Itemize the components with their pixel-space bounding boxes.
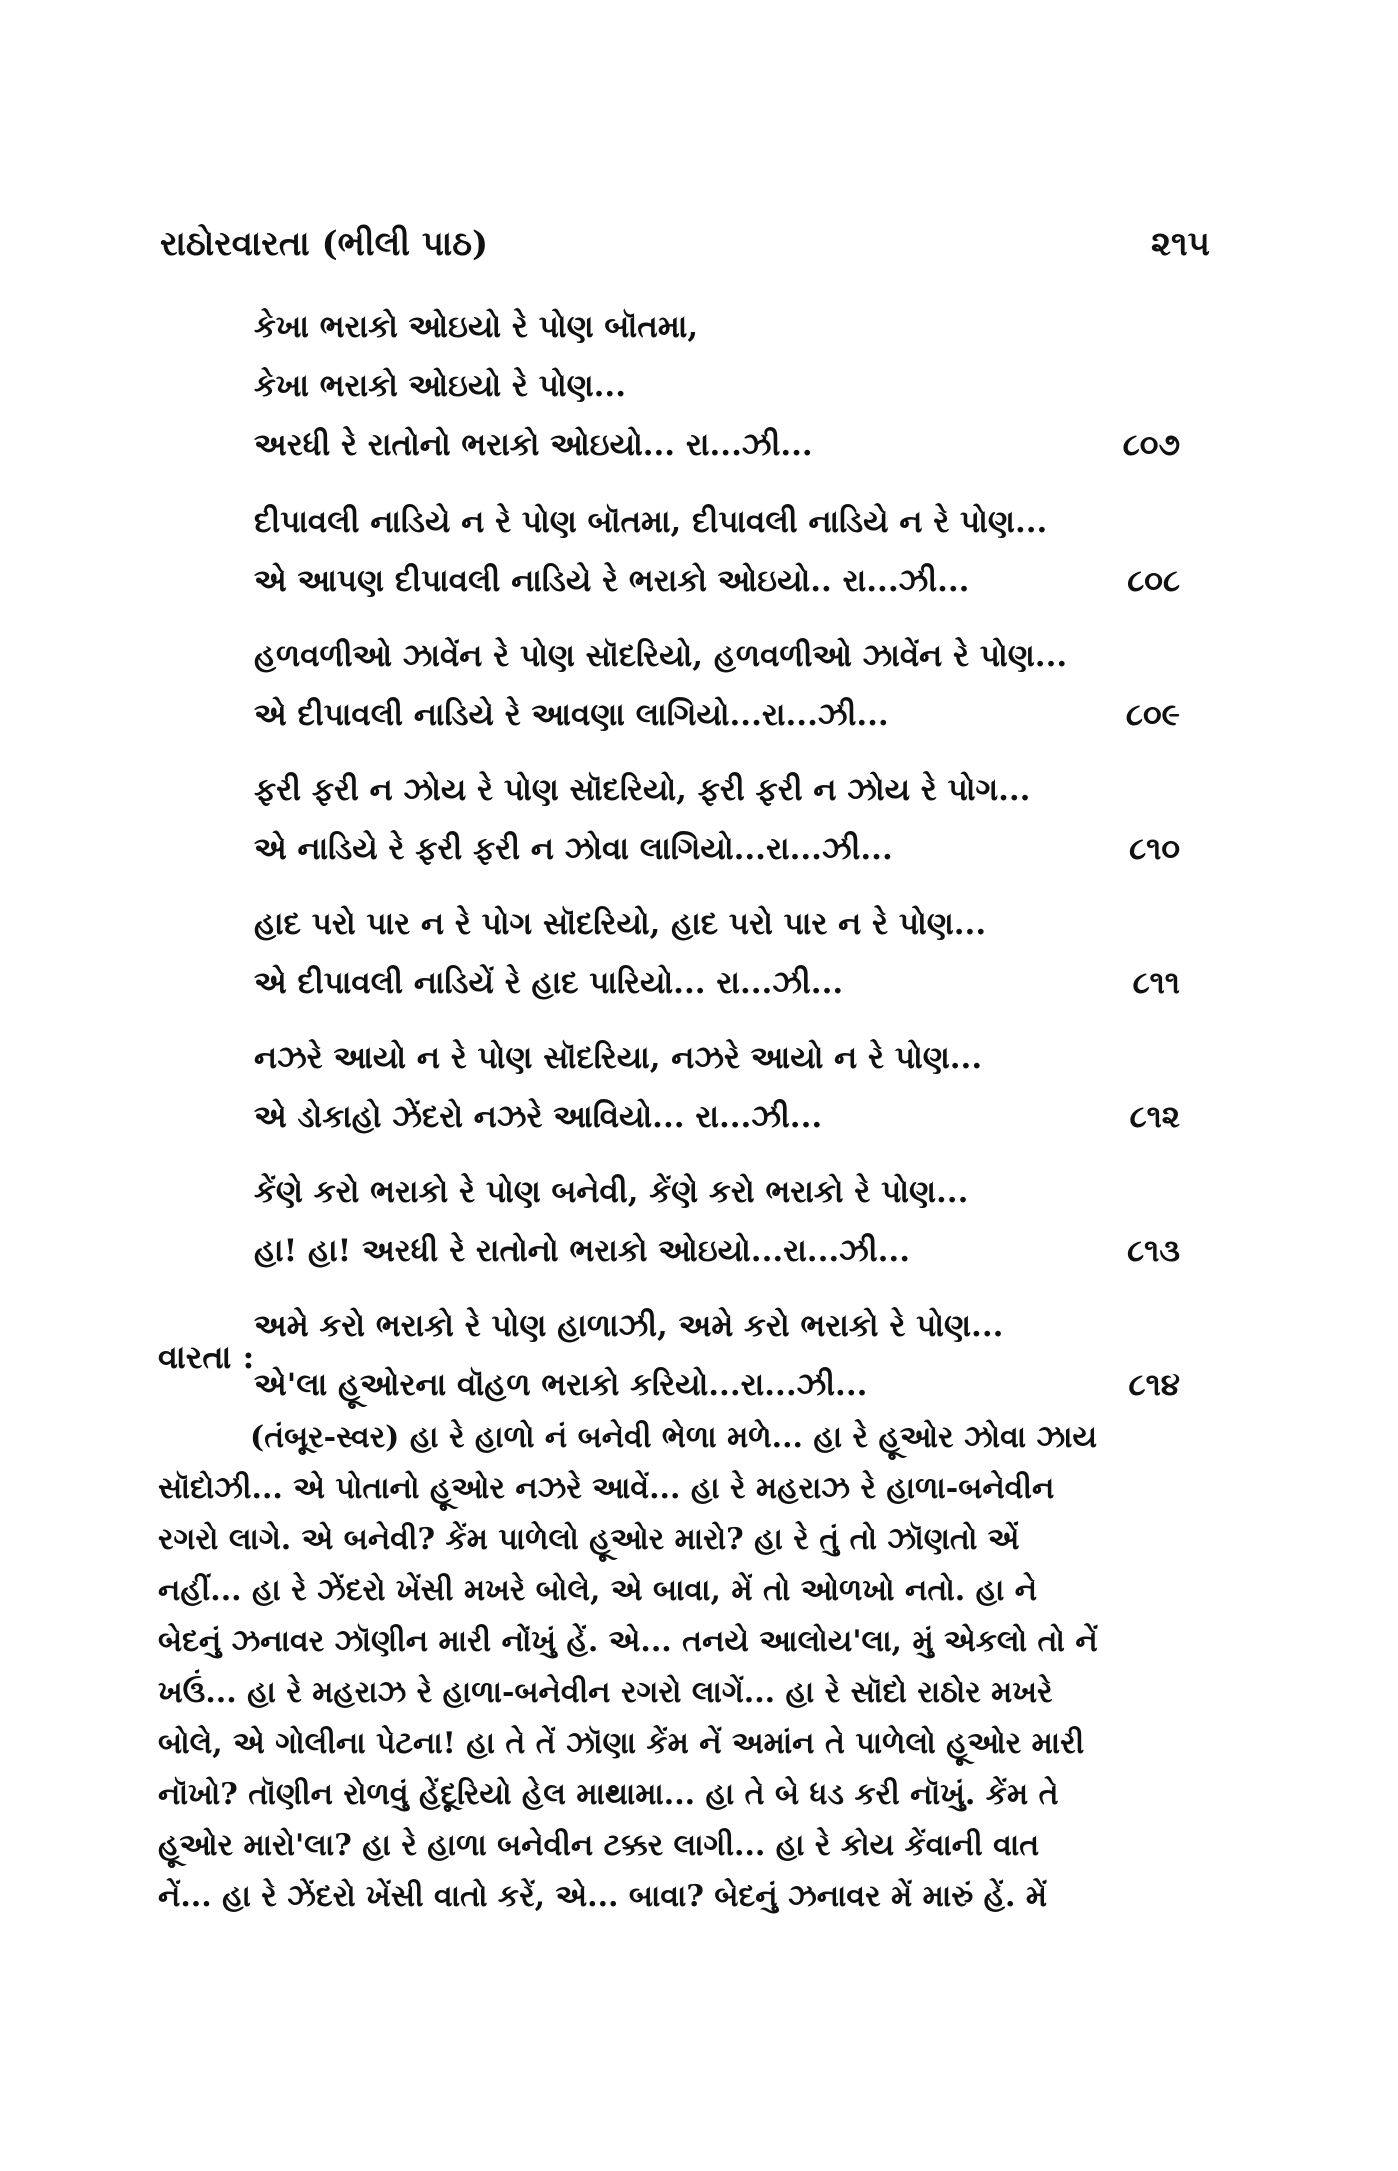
running-title: રાઠોરવારતા (ભીલી પાઠ): [160, 224, 489, 264]
verse-stanza: [254, 895, 1194, 1013]
prose-line: (તંબૂર-સ્વર) હા રે હાળો નં બનેવી ભેળા મળે... હા રે હૂઓર ઝોવા ઝાય: [250, 1420, 1098, 1455]
verse-line: [254, 552, 1194, 611]
verse-line: [254, 820, 1194, 879]
prose-line: ખઉં... હા રે મહરાઝ રે હાળા-બનેવીન રગરો લાગેં... હા રે સૉદો રાઠોર મખરે: [158, 1675, 1053, 1710]
verse-stanza: [254, 761, 1194, 879]
prose-line: નેં... હા રે ઝેંદરો ખેંસી વાતો કરેં, એ... બાવા? બેદનું ઝનાવર મેં મારું હેં. મેં: [158, 1879, 1048, 1914]
verse-line: [254, 1088, 1194, 1147]
verse-line: [254, 298, 1194, 357]
verse-line: [254, 627, 1194, 686]
verse-text: એ આપણ દીપાવલી નાડિયે રે ભરાકો ઓઇયો.. રા...ઝી...: [254, 563, 970, 599]
verse-stanza: [254, 493, 1194, 611]
prose-line: નહીં... હા રે ઝેંદરો ખેંસી મખરે બોલે, એ બાવા, મેં તો ઓળખો નતો. હા ને: [158, 1573, 1038, 1608]
verse-text: અરધી રે રાતોનો ભરાકો ઓઇયો... રા...ઝી...: [254, 427, 813, 463]
section-heading: વારતા :: [158, 1338, 255, 1376]
verse-text: કેખા ભરાકો ઓઇયો રે પોણ બૉતમા,: [254, 309, 699, 345]
verse-stanza: [254, 1029, 1194, 1147]
verse-line: [254, 357, 1194, 416]
verse-text: નઝરે આયો ન રે પોણ સૉદરિયા, નઝરે આયો ન રે પોણ...: [254, 1040, 983, 1076]
verse-number: ૮૧૪: [1128, 1367, 1180, 1403]
verse-text: એ દીપાવલી નાડિયે રે આવણા લાગિયો...રા...ઝી...: [254, 697, 889, 733]
verse-line: [254, 493, 1194, 552]
verse-number: ૮૦૯: [1125, 697, 1180, 733]
prose-line: બેદનું ઝનાવર ઝૉણીન મારી નોંખું હેં. એ... તનયે આલોય'લા, મું એકલો તો નેં: [158, 1624, 1098, 1659]
verse-text: એ'લા હૂઓરના વૉહળ ભરાકો કરિયો...રા...ઝી...: [254, 1367, 868, 1403]
verse-stanza: [254, 1297, 1194, 1415]
verse-line: [254, 1029, 1194, 1088]
verse-line: [254, 1163, 1194, 1222]
verse-number: ૮૧૨: [1129, 1099, 1180, 1135]
verse-line: [254, 1356, 1194, 1415]
verse-line: [254, 686, 1194, 745]
verse-stanza: [254, 1163, 1194, 1281]
page-number: ૨૧૫: [1151, 224, 1210, 264]
verse-line: [254, 416, 1194, 475]
verse-number: ૮૦૭: [1122, 427, 1180, 463]
verse-stanza: [254, 627, 1194, 745]
verse-text: કેખા ભરાકો ઓઇયો રે પોણ...: [254, 368, 626, 404]
verse-text: એ દીપાવલી નાડિયેં રે હાદ પારિયો... રા...ઝી...: [254, 965, 844, 1001]
verse-number: ૮૧૧: [1132, 965, 1180, 1001]
verse-line: [254, 1297, 1194, 1356]
verse-text: એ નાડિયે રે ફરી ફરી ન ઝોવા લાગિયો...રા...ઝી...: [254, 831, 893, 867]
verse-stanza: [254, 298, 1194, 475]
verse-line: [254, 761, 1194, 820]
prose-line: નૉખો? તૉણીન રોળવું હેંદૂરિયો હેલ માથામા... હા તે બે ધડ કરી નૉખું. કેંમ તે: [158, 1777, 1059, 1812]
verse-number: ૮૧૩: [1127, 1233, 1180, 1269]
verse-text: હાદ પરો પાર ન રે પોગ સૉદરિયો, હાદ પરો પાર ન રે પોણ...: [254, 906, 987, 942]
prose-line: સૉદોઝી... એ પોતાનો હૂઓર નઝરે આવેં... હા રે મહરાઝ રે હાળા-બનેવીન: [158, 1471, 1055, 1506]
verse-number: ૮૦૮: [1127, 563, 1180, 599]
prose-block: [158, 1412, 1213, 1922]
page-header: [160, 224, 1210, 284]
verse-block: [254, 298, 1194, 1431]
verse-text: કેંણે કરો ભરાકો રે પોણ બનેવી, કેંણે કરો ભરાકો રે પોણ...: [254, 1174, 969, 1210]
verse-text: ફરી ફરી ન ઝોય રે પોણ સૉદરિયો, ફરી ફરી ન ઝોય રે પોગ...: [254, 772, 1031, 808]
verse-line: [254, 895, 1194, 954]
prose-line: રગરો લાગે. એ બનેવી? કેંમ પાળેલો હૂઓર મારો? હા રે તું તો ઝૉણતો એં: [158, 1522, 1020, 1557]
verse-line: [254, 954, 1194, 1013]
verse-number: ૮૧૦: [1129, 831, 1180, 867]
verse-text: હળવળીઓ ઝાવેંન રે પોણ સૉદરિયો, હળવળીઓ ઝાવેંન રે પોણ...: [254, 638, 1068, 674]
prose-line: હૂઓર મારો'લા? હા રે હાળા બનેવીન ટક્કર લાગી... હા રે કોય કેંવાની વાત: [158, 1828, 1040, 1863]
verse-text: એ ડોકાહો ઝેંદરો નઝરે આવિયો... રા...ઝી...: [254, 1099, 823, 1135]
prose-line: બોલે, એ ગોલીના પેટના! હા તે તેં ઝૉણા કેંમ નેં અમાંન તે પાળેલો હૂઓર મારી: [158, 1726, 1085, 1761]
verse-text: હા! હા! અરધી રે રાતોનો ભરાકો ઓઇયો...રા...ઝી...: [254, 1233, 910, 1269]
verse-text: દીપાવલી નાડિયે ન રે પોણ બૉતમા, દીપાવલી નાડિયે ન રે પોણ...: [254, 504, 1048, 540]
verse-line: [254, 1222, 1194, 1281]
verse-text: અમે કરો ભરાકો રે પોણ હાળાઝી, અમે કરો ભરાકો રે પોણ...: [254, 1308, 1004, 1344]
